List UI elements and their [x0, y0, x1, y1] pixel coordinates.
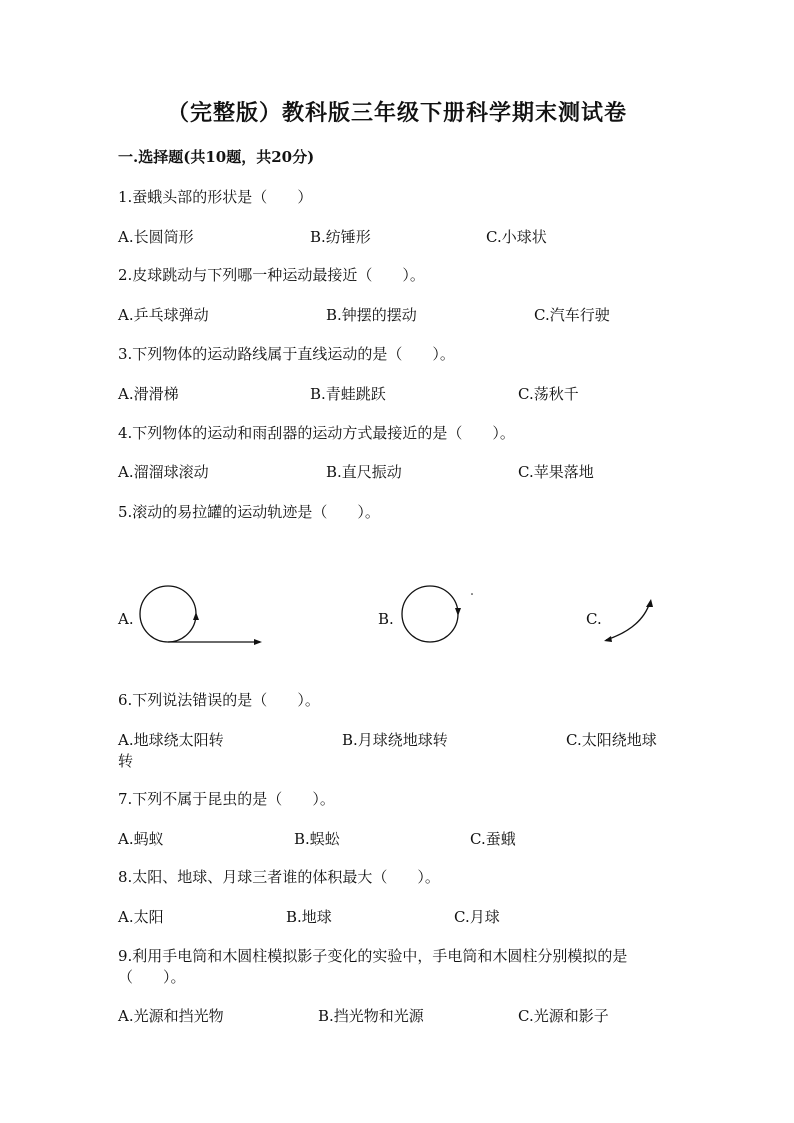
question-6-option-b[interactable]: B.月球绕地球转 [342, 731, 448, 749]
question-4-stem: 4.下列物体的运动和雨刮器的运动方式最接近的是（ ）。 [118, 424, 515, 442]
arc-trajectory-icon [602, 598, 658, 644]
question-4-option-c[interactable]: C.苹果落地 [518, 463, 594, 481]
question-8-option-a[interactable]: A.太阳 [118, 908, 164, 926]
page-title: （完整版）教科版三年级下册科学期末测试卷 [166, 100, 627, 126]
question-5-option-a[interactable]: A. [118, 610, 134, 628]
question-3-option-a[interactable]: A.滑滑梯 [118, 385, 179, 403]
question-4-option-a[interactable]: A.溜溜球滚动 [118, 463, 209, 481]
question-7-option-b[interactable]: B.蜈蚣 [294, 830, 340, 848]
question-5-stem: 5.滚动的易拉罐的运动轨迹是（ ）。 [118, 503, 380, 521]
question-1-option-a[interactable]: A.长圆筒形 [118, 228, 194, 246]
question-9-option-b[interactable]: B.挡光物和光源 [318, 1007, 424, 1025]
closed-circle-trajectory-icon [398, 584, 478, 648]
question-7-option-a[interactable]: A.蚂蚁 [118, 830, 164, 848]
question-2-option-a[interactable]: A.乒乓球弹动 [118, 306, 209, 324]
question-1-stem: 1.蚕蛾头部的形状是（ ） [118, 188, 313, 206]
question-7-option-c[interactable]: C.蚕蛾 [470, 830, 516, 848]
question-8-option-c[interactable]: C.月球 [454, 908, 500, 926]
question-9-option-c[interactable]: C.光源和影子 [518, 1007, 609, 1025]
question-5-option-b[interactable]: B. [378, 610, 394, 628]
question-6-option-c-wrap: 转 [118, 752, 134, 770]
question-7-stem: 7.下列不属于昆虫的是（ ）。 [118, 790, 335, 808]
question-8-option-b[interactable]: B.地球 [286, 908, 332, 926]
question-3-option-b[interactable]: B.青蛙跳跃 [310, 385, 386, 403]
question-2-option-c[interactable]: C.汽车行驶 [534, 306, 610, 324]
question-3-option-c[interactable]: C.荡秋千 [518, 385, 579, 403]
question-5-option-c[interactable]: C. [586, 610, 602, 628]
question-2-option-b[interactable]: B.钟摆的摆动 [326, 306, 417, 324]
question-9-stem: 9.利用手电筒和木圆柱模拟影子变化的实验中，手电筒和木圆柱分别模拟的是 [118, 947, 628, 965]
question-9-option-a[interactable]: A.光源和挡光物 [118, 1007, 224, 1025]
section-heading: 一.选择题(共10题，共20分) [118, 148, 315, 166]
question-1-option-b[interactable]: B.纺锤形 [310, 228, 371, 246]
question-4-option-b[interactable]: B.直尺振动 [326, 463, 402, 481]
question-6-stem: 6.下列说法错误的是（ ）。 [118, 691, 320, 709]
question-6-option-c[interactable]: C.太阳绕地球 [566, 731, 657, 749]
question-2-stem: 2.皮球跳动与下列哪一种运动最接近（ ）。 [118, 266, 425, 284]
question-1-option-c[interactable]: C.小球状 [486, 228, 547, 246]
question-6-option-a[interactable]: A.地球绕太阳转 [118, 731, 224, 749]
question-8-stem: 8.太阳、地球、月球三者谁的体积最大（ ）。 [118, 868, 440, 886]
question-9-stem-continued: （ ）。 [118, 968, 186, 986]
question-3-stem: 3.下列物体的运动路线属于直线运动的是（ ）。 [118, 345, 455, 363]
circle-with-tangent-line-trajectory-icon [136, 584, 266, 648]
